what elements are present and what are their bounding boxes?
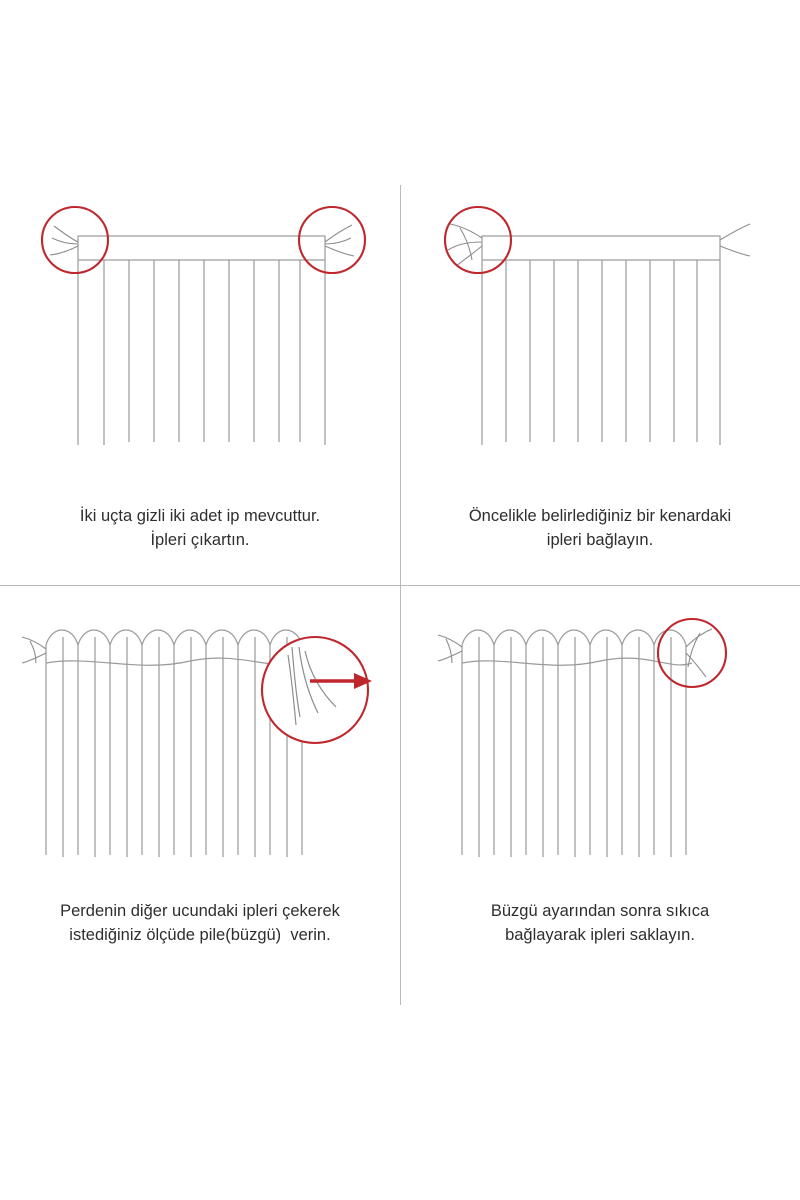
caption-step-2 [400,505,800,553]
caption-line: bağlayarak ipleri saklayın. [505,925,695,944]
panel-grid [0,180,800,1010]
caption-line: İki uçta gizli iki adet ip mevcuttur. [79,507,321,525]
figure-curtain-tie-one-side-cords [400,180,800,480]
panel-step-4 [400,585,800,1010]
figure-curtain-with-two-hidden-cords [0,180,400,480]
caption-line: Perdenin diğer ucundaki ipleri çekerek [60,902,340,920]
left-cord-circle [445,207,511,273]
caption-line: Büzgü ayarından sonra sıkıca [490,902,710,920]
caption-step-4 [400,900,800,948]
caption-step-3 [0,900,400,948]
caption-line: İpleri çıkartın. [150,530,250,549]
caption-step-1 [0,505,400,553]
caption-line: istediğiniz ölçüde pile(büzgü) verin. [69,925,331,944]
right-knot-circle [658,619,726,687]
right-detail-circle [262,637,368,743]
panel-step-1 [0,180,400,585]
figure-curtain-pleated-pulling-cords [0,585,400,885]
caption-line: ipleri bağlayın. [546,530,654,549]
panel-step-2 [400,180,800,585]
panel-step-3 [0,585,400,1010]
caption-line: Öncelikle belirlediğiniz bir kenardaki [468,507,732,525]
right-cord-circle [299,207,365,273]
figure-curtain-pleated-cords-hidden [400,585,800,885]
